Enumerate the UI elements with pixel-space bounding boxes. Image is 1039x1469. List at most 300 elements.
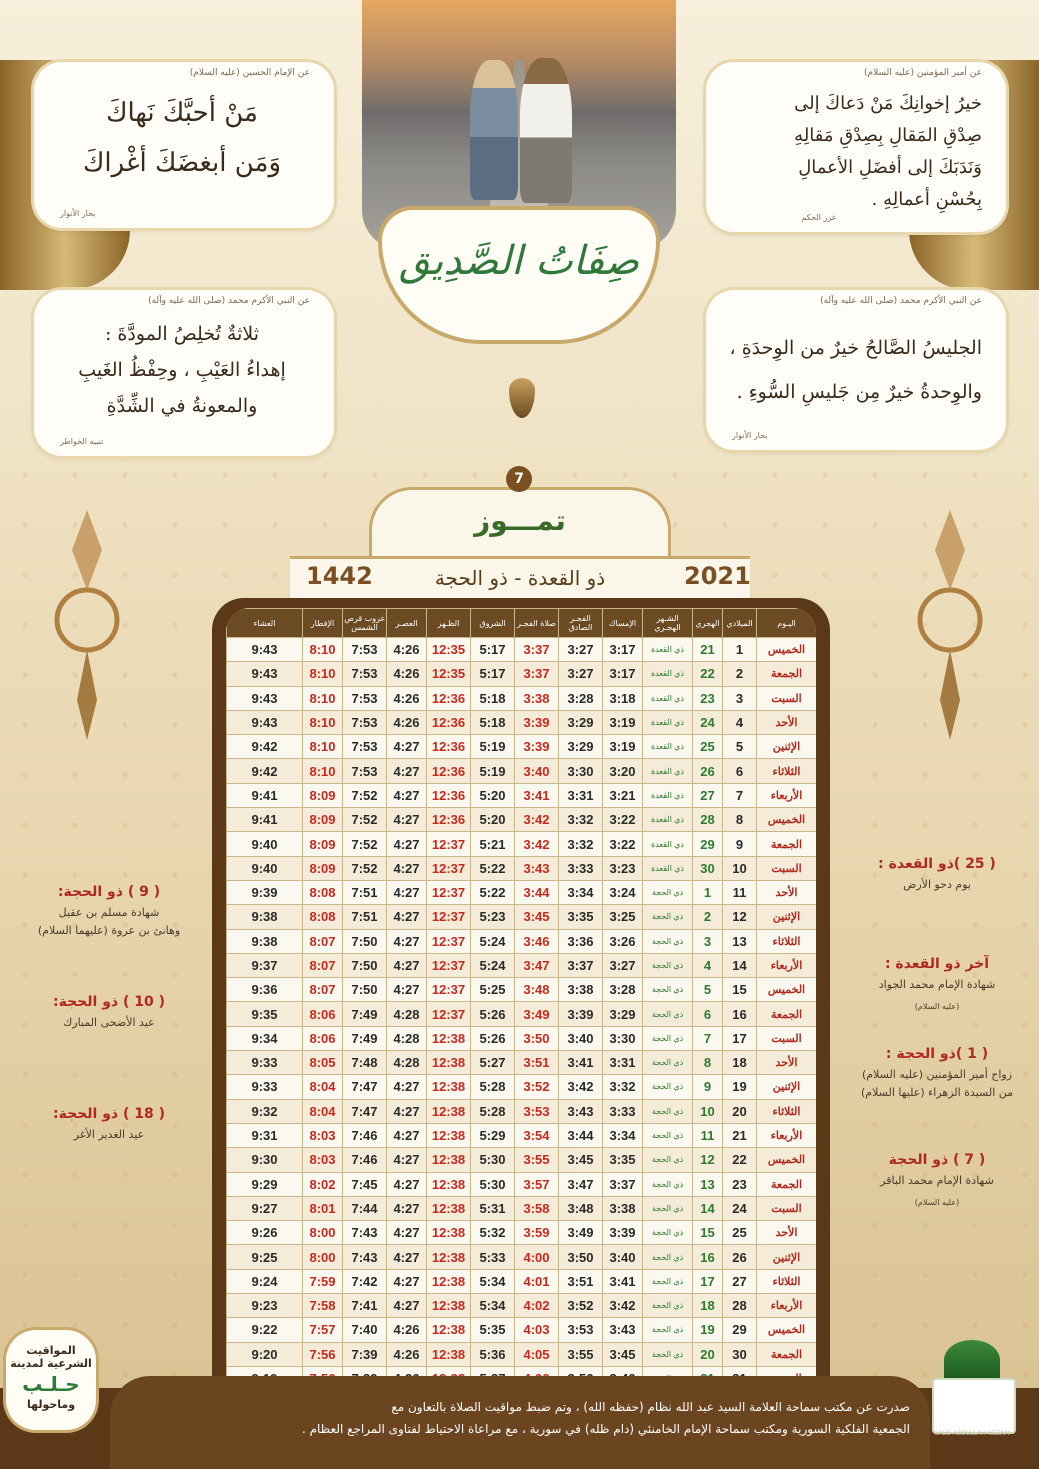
child-figure: [520, 58, 572, 203]
table-cell: 9:26: [227, 1221, 303, 1245]
table-row: [227, 1051, 817, 1075]
table-cell: 12:37: [427, 978, 471, 1002]
table-cell: الإثنين: [757, 1245, 817, 1269]
table-cell: 5:17: [471, 662, 515, 686]
table-cell: 6: [693, 1002, 723, 1026]
quote-source: عن أمير المؤمنين (عليه السلام): [864, 68, 982, 78]
table-cell: 3:51: [559, 1269, 603, 1293]
table-cell: 3:33: [559, 856, 603, 880]
table-cell: 5:21: [471, 832, 515, 856]
month-number: 7: [506, 466, 532, 492]
table-cell: 3:53: [515, 1099, 559, 1123]
table-cell: 1: [723, 638, 757, 662]
table-row: [227, 1148, 817, 1172]
table-cell: 2: [723, 662, 757, 686]
table-cell: 5:22: [471, 880, 515, 904]
table-cell: 9: [723, 832, 757, 856]
table-row: [227, 953, 817, 977]
table-cell: 9:34: [227, 1026, 303, 1050]
event-box: [14, 1106, 204, 1144]
table-cell: 30: [723, 1342, 757, 1366]
table-cell: 3:47: [515, 953, 559, 977]
table-cell: الثلاثاء: [757, 759, 817, 783]
table-cell: 9:30: [227, 1148, 303, 1172]
table-cell: 12:38: [427, 1221, 471, 1245]
table-row: [227, 1075, 817, 1099]
table-cell: 17: [693, 1269, 723, 1293]
table-cell: 7:49: [343, 1002, 387, 1026]
table-cell: السبت: [757, 686, 817, 710]
table-cell: 12:36: [427, 783, 471, 807]
left-ornament-icon: [42, 510, 132, 740]
table-cell: ذي الحجة: [643, 1099, 693, 1123]
table-cell: 3:19: [603, 735, 643, 759]
table-cell: 5:20: [471, 783, 515, 807]
table-cell: ذي القعدة: [643, 662, 693, 686]
table-header-cell: الإمساك: [603, 609, 643, 638]
table-cell: 3:32: [559, 832, 603, 856]
table-cell: 5:25: [471, 978, 515, 1002]
table-cell: 4:27: [387, 856, 427, 880]
table-cell: الخميس: [757, 978, 817, 1002]
table-cell: 3: [693, 929, 723, 953]
table-header-cell: الشروق: [471, 609, 515, 638]
table-row: [227, 905, 817, 929]
table-cell: 3:45: [559, 1148, 603, 1172]
table-row: [227, 808, 817, 832]
table-cell: 8:06: [303, 1026, 343, 1050]
table-cell: 3:37: [559, 953, 603, 977]
table-cell: 4:27: [387, 1245, 427, 1269]
table-cell: 17: [723, 1026, 757, 1050]
prayer-times-table: [226, 608, 816, 1388]
table-cell: 3:45: [515, 905, 559, 929]
event-title: ( 18 ) ذو الحجة:: [53, 1106, 165, 1122]
table-cell: 7:59: [303, 1269, 343, 1293]
table-cell: 4:27: [387, 1172, 427, 1196]
table-cell: 24: [693, 710, 723, 734]
table-cell: 7:43: [343, 1221, 387, 1245]
table-header-cell: العصـر: [387, 609, 427, 638]
table-cell: 3:54: [515, 1123, 559, 1147]
table-cell: ذي الحجة: [643, 1269, 693, 1293]
table-cell: 29: [723, 1318, 757, 1342]
table-cell: 7:58: [303, 1294, 343, 1318]
table-cell: 3:27: [559, 638, 603, 662]
table-cell: 5:24: [471, 953, 515, 977]
quote-text: مَنْ أحبَّكَ نَهاكَ وَمَن أبغضَكَ أغْراكَ: [82, 98, 282, 178]
table-cell: 4:27: [387, 735, 427, 759]
event-body: شهادة الإمام محمد الباقر: [880, 1174, 994, 1187]
table-cell: 8:05: [303, 1051, 343, 1075]
event-note: (عليه السلام): [914, 1198, 960, 1207]
table-cell: الإثنين: [757, 1075, 817, 1099]
table-row: [227, 832, 817, 856]
table-cell: 3:17: [603, 662, 643, 686]
table-cell: ذي الحجة: [643, 1002, 693, 1026]
table-cell: 7:48: [343, 1051, 387, 1075]
table-cell: 5:24: [471, 929, 515, 953]
table-cell: 12:38: [427, 1196, 471, 1220]
quote-card-bottom-left: [34, 290, 334, 456]
table-cell: 30: [693, 856, 723, 880]
table-cell: 9:25: [227, 1245, 303, 1269]
table-cell: 16: [723, 1002, 757, 1026]
table-row: [227, 1002, 817, 1026]
table-cell: 4:27: [387, 1294, 427, 1318]
table-cell: 5:28: [471, 1099, 515, 1123]
table-cell: 4:28: [387, 1026, 427, 1050]
table-cell: 4:26: [387, 686, 427, 710]
table-cell: 3:38: [515, 686, 559, 710]
table-cell: 3:46: [515, 929, 559, 953]
table-cell: ذي الحجة: [643, 929, 693, 953]
table-row: [227, 1099, 817, 1123]
table-cell: 22: [693, 662, 723, 686]
table-cell: 28: [723, 1294, 757, 1318]
table-cell: 12:35: [427, 662, 471, 686]
table-cell: 4: [723, 710, 757, 734]
table-cell: 3:37: [603, 1172, 643, 1196]
table-cell: 5:31: [471, 1196, 515, 1220]
table-cell: 5:35: [471, 1318, 515, 1342]
table-cell: 27: [723, 1269, 757, 1293]
table-cell: 7:52: [343, 832, 387, 856]
table-cell: الأحد: [757, 1221, 817, 1245]
event-title: ( 10 ) ذو الحجة:: [53, 994, 165, 1010]
table-cell: 6: [723, 759, 757, 783]
logo-caption: SAED ABDULLAH NEZAM: [934, 1430, 1010, 1437]
table-cell: 7:52: [343, 783, 387, 807]
table-cell: 5:18: [471, 710, 515, 734]
table-cell: 25: [723, 1221, 757, 1245]
table-cell: 8:10: [303, 759, 343, 783]
table-cell: 8:10: [303, 710, 343, 734]
table-cell: 8:09: [303, 808, 343, 832]
table-cell: 3:43: [559, 1099, 603, 1123]
table-cell: 3:21: [603, 783, 643, 807]
table-cell: الجمعة: [757, 1002, 817, 1026]
table-cell: ذي القعدة: [643, 686, 693, 710]
table-cell: 5:29: [471, 1123, 515, 1147]
table-cell: 4:27: [387, 1075, 427, 1099]
page-title: صِفَاتُ الصَّدِيق: [398, 238, 640, 284]
table-cell: 12:36: [427, 759, 471, 783]
table-row: [227, 759, 817, 783]
table-header-cell: الشـهر الهجـري: [643, 609, 693, 638]
table-cell: 3:50: [515, 1026, 559, 1050]
table-cell: ذي الحجة: [643, 953, 693, 977]
table-cell: 9:20: [227, 1342, 303, 1366]
quote-card-top-right: [706, 62, 1006, 232]
table-header-cell: الهجري: [693, 609, 723, 638]
table-cell: 12:38: [427, 1026, 471, 1050]
table-cell: 5: [723, 735, 757, 759]
table-header-cell: الإفطار: [303, 609, 343, 638]
hijri-year: 1442: [306, 562, 373, 590]
badge-line: الشرعية لمدينة: [10, 1357, 92, 1370]
table-cell: 2: [693, 905, 723, 929]
table-header-cell: العشاء: [227, 609, 303, 638]
table-cell: 12:36: [427, 710, 471, 734]
table-cell: 3:37: [515, 662, 559, 686]
quote-reference: بحار الأنوار: [60, 209, 96, 218]
table-cell: 27: [693, 783, 723, 807]
table-cell: 4:27: [387, 832, 427, 856]
table-cell: 4:05: [515, 1342, 559, 1366]
table-cell: 4:27: [387, 759, 427, 783]
table-cell: 3:52: [515, 1075, 559, 1099]
table-cell: 3:40: [515, 759, 559, 783]
table-cell: 8:08: [303, 880, 343, 904]
table-cell: 3:22: [603, 832, 643, 856]
table-cell: 8: [723, 808, 757, 832]
table-cell: ذي الحجة: [643, 1148, 693, 1172]
center-frame: [362, 0, 676, 420]
table-cell: ذي القعدة: [643, 735, 693, 759]
table-cell: 7:53: [343, 638, 387, 662]
quote-text: خيرُ إخوانِكَ مَنْ دَعاكَ إلى صِدْقِ المَقالِ بِصِدْقِ مَقالِهِ وَنَدَبَكَ إلى أفضَلِ الأعمالِ بِحُسْنِ أعمالِهِ .: [794, 93, 982, 210]
table-cell: 1: [693, 880, 723, 904]
table-row: [227, 783, 817, 807]
table-cell: 4:03: [515, 1318, 559, 1342]
table-cell: 8:09: [303, 856, 343, 880]
table-cell: 8:06: [303, 1002, 343, 1026]
table-cell: 8:04: [303, 1099, 343, 1123]
table-cell: 9:32: [227, 1099, 303, 1123]
table-cell: 4:27: [387, 783, 427, 807]
table-row: [227, 735, 817, 759]
table-cell: 3:43: [603, 1318, 643, 1342]
right-ornament-icon: [905, 510, 995, 740]
table-cell: ذي الحجة: [643, 880, 693, 904]
table-cell: 5:22: [471, 856, 515, 880]
table-cell: 9:43: [227, 638, 303, 662]
table-cell: 8:10: [303, 686, 343, 710]
table-row: [227, 1294, 817, 1318]
table-cell: 7:53: [343, 759, 387, 783]
table-cell: 12:36: [427, 686, 471, 710]
table-cell: 3:29: [603, 1002, 643, 1026]
table-cell: 13: [723, 929, 757, 953]
table-cell: 12:37: [427, 880, 471, 904]
table-cell: 5:30: [471, 1148, 515, 1172]
table-cell: 9:38: [227, 905, 303, 929]
table-row: [227, 638, 817, 662]
table-cell: 5:19: [471, 735, 515, 759]
table-cell: 3:33: [603, 1099, 643, 1123]
table-cell: 5:20: [471, 808, 515, 832]
table-cell: 7:43: [343, 1245, 387, 1269]
table-cell: 23: [693, 686, 723, 710]
table-cell: 3:29: [559, 710, 603, 734]
table-cell: ذي الحجة: [643, 1318, 693, 1342]
table-cell: 8:02: [303, 1172, 343, 1196]
table-cell: 7:47: [343, 1099, 387, 1123]
table-header-row: [227, 609, 817, 638]
table-cell: 8:00: [303, 1221, 343, 1245]
table-cell: 3:29: [559, 735, 603, 759]
table-cell: 3:52: [559, 1294, 603, 1318]
table-cell: 3:55: [559, 1342, 603, 1366]
table-row: [227, 929, 817, 953]
quote-card-bottom-right: [706, 290, 1006, 450]
table-cell: 3:20: [603, 759, 643, 783]
table-cell: ذي الحجة: [643, 1342, 693, 1366]
table-cell: 21: [723, 1123, 757, 1147]
table-cell: 7:47: [343, 1075, 387, 1099]
table-cell: 3:25: [603, 905, 643, 929]
table-cell: 3:42: [603, 1294, 643, 1318]
quote-source: عن النبي الأكرم محمد (صلى الله عليه وآله): [148, 296, 310, 306]
table-cell: 24: [723, 1196, 757, 1220]
table-cell: 3:53: [559, 1318, 603, 1342]
table-cell: ذي الحجة: [643, 1051, 693, 1075]
table-cell: ذي الحجة: [643, 1196, 693, 1220]
table-cell: 4:27: [387, 929, 427, 953]
quote-reference: تنبيه الخواطر: [60, 437, 104, 446]
city-badge: [6, 1330, 96, 1430]
table-header-cell: صلاة الفجـر: [515, 609, 559, 638]
table-cell: الإثنين: [757, 735, 817, 759]
table-cell: 3:49: [515, 1002, 559, 1026]
event-note: (عليه السلام): [914, 1002, 960, 1011]
table-cell: 7: [693, 1026, 723, 1050]
table-cell: 3:32: [603, 1075, 643, 1099]
table-cell: ذي القعدة: [643, 783, 693, 807]
table-cell: 3:36: [559, 929, 603, 953]
table-cell: 15: [693, 1221, 723, 1245]
table-cell: 3:35: [603, 1148, 643, 1172]
event-title: آخر ذو القعدة :: [884, 956, 990, 972]
child-figure: [470, 60, 518, 200]
table-row: [227, 710, 817, 734]
table-cell: 3:26: [603, 929, 643, 953]
table-cell: 19: [723, 1075, 757, 1099]
calligraphy-logo-icon: [932, 1378, 1016, 1434]
table-cell: 9:42: [227, 735, 303, 759]
table-cell: ذي الحجة: [643, 1172, 693, 1196]
table-cell: 12:38: [427, 1318, 471, 1342]
table-cell: 8:10: [303, 638, 343, 662]
event-title: ( 25 )ذو القعدة :: [878, 856, 996, 872]
table-cell: 7:52: [343, 856, 387, 880]
table-cell: ذي القعدة: [643, 832, 693, 856]
quote-reference: غرر الحكم: [801, 213, 836, 222]
table-cell: 9:41: [227, 783, 303, 807]
table-row: [227, 1123, 817, 1147]
table-cell: 4:27: [387, 1221, 427, 1245]
table-cell: 9:22: [227, 1318, 303, 1342]
table-cell: 8:07: [303, 953, 343, 977]
table-cell: 4:28: [387, 1051, 427, 1075]
event-body: عيد الأضحى المبارك: [63, 1016, 155, 1029]
table-cell: 3:39: [603, 1221, 643, 1245]
table-cell: الخميس: [757, 1318, 817, 1342]
table-cell: 12: [693, 1148, 723, 1172]
table-cell: الخميس: [757, 808, 817, 832]
table-cell: 5:17: [471, 638, 515, 662]
table-cell: 3: [723, 686, 757, 710]
table-row: [227, 662, 817, 686]
table-cell: 9:23: [227, 1294, 303, 1318]
table-cell: 5:34: [471, 1294, 515, 1318]
table-cell: 4:27: [387, 905, 427, 929]
table-cell: 12:37: [427, 953, 471, 977]
event-box: [842, 956, 1032, 1016]
table-cell: 25: [693, 735, 723, 759]
table-cell: 3:30: [603, 1026, 643, 1050]
table-cell: 4:27: [387, 953, 427, 977]
table-cell: 3:51: [515, 1051, 559, 1075]
table-cell: 3:41: [515, 783, 559, 807]
table-cell: 18: [693, 1294, 723, 1318]
table-cell: 9:42: [227, 759, 303, 783]
badge-city: حـلـب: [22, 1372, 80, 1396]
event-box: [14, 884, 204, 940]
table-cell: الأربعاء: [757, 953, 817, 977]
table-cell: 3:35: [559, 905, 603, 929]
table-cell: 9:37: [227, 953, 303, 977]
table-cell: 12:38: [427, 1245, 471, 1269]
table-cell: 12:37: [427, 905, 471, 929]
table-cell: 3:30: [559, 759, 603, 783]
table-cell: 8:04: [303, 1075, 343, 1099]
table-cell: السبت: [757, 1196, 817, 1220]
table-cell: 4:26: [387, 638, 427, 662]
table-cell: 4:01: [515, 1269, 559, 1293]
month-name: تمـــوز: [474, 504, 566, 537]
event-body: يوم دحو الأرض: [903, 878, 971, 891]
table-cell: الجمعة: [757, 1172, 817, 1196]
table-cell: 8:07: [303, 929, 343, 953]
table-cell: 12:38: [427, 1123, 471, 1147]
table-cell: 5:18: [471, 686, 515, 710]
event-box: [842, 1152, 1032, 1212]
table-cell: الأربعاء: [757, 1294, 817, 1318]
table-cell: 28: [693, 808, 723, 832]
table-cell: 9:24: [227, 1269, 303, 1293]
table-cell: 12:38: [427, 1099, 471, 1123]
table-cell: 5:27: [471, 1051, 515, 1075]
table-cell: 4:27: [387, 978, 427, 1002]
table-cell: 3:42: [515, 808, 559, 832]
table-cell: 7:46: [343, 1123, 387, 1147]
ornament-drop: [509, 378, 535, 418]
table-cell: ذي الحجة: [643, 1294, 693, 1318]
table-cell: 16: [693, 1245, 723, 1269]
table-cell: 4:28: [387, 1002, 427, 1026]
event-title: ( 7 ) ذو الحجة: [888, 1152, 986, 1168]
table-cell: 3:41: [559, 1051, 603, 1075]
event-body: عيد الغدير الأغر: [73, 1128, 145, 1141]
table-cell: 12:38: [427, 1172, 471, 1196]
table-cell: 4:00: [515, 1245, 559, 1269]
table-cell: 9:43: [227, 710, 303, 734]
table-cell: ذي القعدة: [643, 710, 693, 734]
table-cell: 3:40: [603, 1245, 643, 1269]
table-cell: 4:27: [387, 1148, 427, 1172]
table-cell: 5:23: [471, 905, 515, 929]
table-cell: 5:28: [471, 1075, 515, 1099]
table-cell: 4:26: [387, 662, 427, 686]
table-cell: 5: [693, 978, 723, 1002]
table-cell: 9:38: [227, 929, 303, 953]
table-cell: 3:34: [603, 1123, 643, 1147]
table-cell: 3:18: [603, 686, 643, 710]
table-cell: 4:26: [387, 1342, 427, 1366]
table-cell: 7:49: [343, 1026, 387, 1050]
